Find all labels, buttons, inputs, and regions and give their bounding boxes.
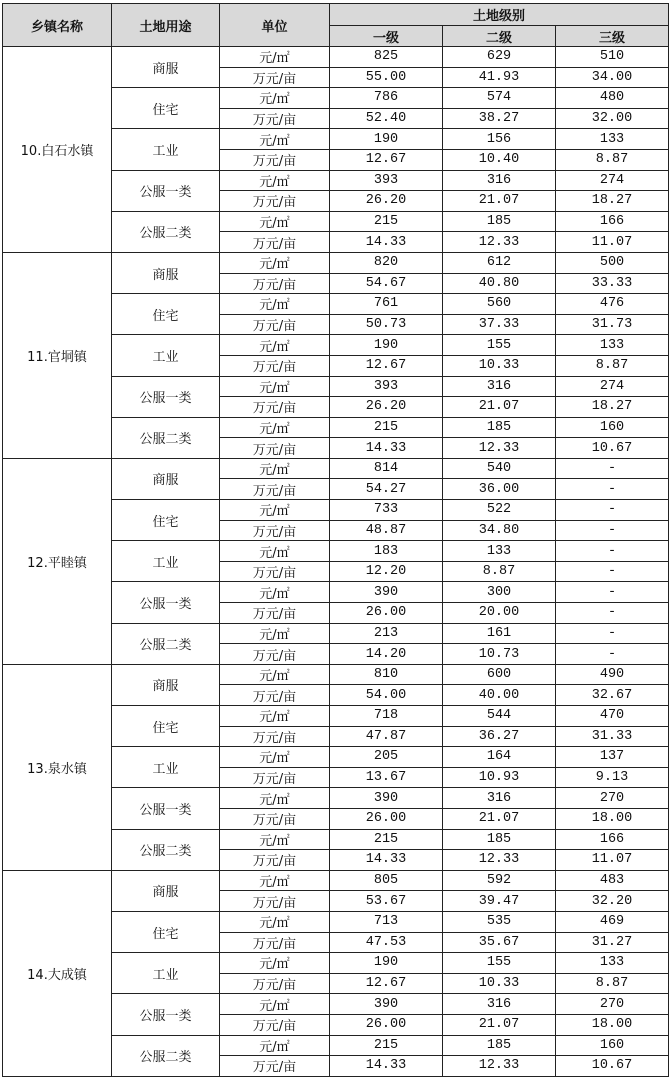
unit-cell: 万元/亩 xyxy=(220,108,330,129)
unit-cell: 万元/亩 xyxy=(220,67,330,88)
grade-3-value-cell: 31.33 xyxy=(556,726,669,747)
header-grade-3: 三级 xyxy=(556,26,669,47)
land-use-cell: 商服 xyxy=(112,252,220,293)
table-row xyxy=(3,47,669,68)
unit-cell: 万元/亩 xyxy=(220,314,330,335)
grade-2-value-cell: 133 xyxy=(443,541,556,562)
land-use-cell: 公服二类 xyxy=(112,829,220,870)
town-name-cell: 11.官垌镇 xyxy=(3,252,112,458)
land-use-cell: 公服二类 xyxy=(112,417,220,458)
grade-2-value-cell: 161 xyxy=(443,623,556,644)
grade-3-value-cell: 18.00 xyxy=(556,808,669,829)
grade-2-value-cell: 12.33 xyxy=(443,850,556,871)
grade-1-value-cell: 820 xyxy=(330,252,443,273)
grade-3-value-cell: 34.00 xyxy=(556,67,669,88)
grade-3-value-cell: 9.13 xyxy=(556,767,669,788)
grade-3-value-cell: 480 xyxy=(556,88,669,109)
land-use-cell: 商服 xyxy=(112,47,220,88)
table-row xyxy=(3,870,669,891)
grade-1-value-cell: 825 xyxy=(330,47,443,68)
grade-3-value-cell: - xyxy=(556,561,669,582)
grade-2-value-cell: 164 xyxy=(443,747,556,768)
unit-cell: 万元/亩 xyxy=(220,520,330,541)
unit-cell: 万元/亩 xyxy=(220,726,330,747)
grade-1-value-cell: 47.87 xyxy=(330,726,443,747)
unit-cell: 元/㎡ xyxy=(220,47,330,68)
grade-3-value-cell: 32.20 xyxy=(556,891,669,912)
land-use-cell: 商服 xyxy=(112,664,220,705)
table-row xyxy=(3,458,669,479)
grade-1-value-cell: 215 xyxy=(330,417,443,438)
grade-3-value-cell: 490 xyxy=(556,664,669,685)
grade-2-value-cell: 39.47 xyxy=(443,891,556,912)
grade-1-value-cell: 14.33 xyxy=(330,232,443,253)
grade-1-value-cell: 26.00 xyxy=(330,1014,443,1035)
grade-1-value-cell: 215 xyxy=(330,829,443,850)
grade-2-value-cell: 540 xyxy=(443,458,556,479)
grade-3-value-cell: 18.00 xyxy=(556,1014,669,1035)
land-price-table xyxy=(2,3,669,1077)
grade-2-value-cell: 155 xyxy=(443,335,556,356)
grade-1-value-cell: 733 xyxy=(330,500,443,521)
grade-3-value-cell: 500 xyxy=(556,252,669,273)
header-town: 乡镇名称 xyxy=(3,4,112,47)
grade-1-value-cell: 190 xyxy=(330,129,443,150)
grade-3-value-cell: 510 xyxy=(556,47,669,68)
unit-cell: 万元/亩 xyxy=(220,232,330,253)
grade-1-value-cell: 52.40 xyxy=(330,108,443,129)
grade-2-value-cell: 535 xyxy=(443,911,556,932)
grade-3-value-cell: - xyxy=(556,582,669,603)
grade-3-value-cell: - xyxy=(556,458,669,479)
grade-3-value-cell: 483 xyxy=(556,870,669,891)
grade-1-value-cell: 205 xyxy=(330,747,443,768)
grade-2-value-cell: 41.93 xyxy=(443,67,556,88)
grade-3-value-cell: - xyxy=(556,623,669,644)
unit-cell: 元/㎡ xyxy=(220,623,330,644)
table-header xyxy=(3,4,669,47)
grade-2-value-cell: 35.67 xyxy=(443,932,556,953)
unit-cell: 元/㎡ xyxy=(220,376,330,397)
grade-3-value-cell: 31.73 xyxy=(556,314,669,335)
land-use-cell: 住宅 xyxy=(112,706,220,747)
unit-cell: 元/㎡ xyxy=(220,706,330,727)
grade-3-value-cell: 274 xyxy=(556,170,669,191)
unit-cell: 元/㎡ xyxy=(220,294,330,315)
grade-3-value-cell: 160 xyxy=(556,1035,669,1056)
grade-1-value-cell: 54.67 xyxy=(330,273,443,294)
grade-2-value-cell: 592 xyxy=(443,870,556,891)
grade-2-value-cell: 155 xyxy=(443,953,556,974)
grade-1-value-cell: 761 xyxy=(330,294,443,315)
land-use-cell: 公服二类 xyxy=(112,211,220,252)
grade-1-value-cell: 190 xyxy=(330,335,443,356)
unit-cell: 万元/亩 xyxy=(220,561,330,582)
grade-1-value-cell: 390 xyxy=(330,582,443,603)
grade-1-value-cell: 12.67 xyxy=(330,149,443,170)
grade-3-value-cell: - xyxy=(556,541,669,562)
grade-3-value-cell: 31.27 xyxy=(556,932,669,953)
grade-1-value-cell: 390 xyxy=(330,788,443,809)
header-unit: 单位 xyxy=(220,4,330,47)
grade-2-value-cell: 185 xyxy=(443,1035,556,1056)
grade-1-value-cell: 718 xyxy=(330,706,443,727)
grade-3-value-cell: 133 xyxy=(556,129,669,150)
grade-3-value-cell: 10.67 xyxy=(556,1056,669,1077)
land-use-cell: 商服 xyxy=(112,458,220,499)
grade-3-value-cell: 160 xyxy=(556,417,669,438)
grade-2-value-cell: 12.33 xyxy=(443,232,556,253)
unit-cell: 元/㎡ xyxy=(220,211,330,232)
grade-1-value-cell: 215 xyxy=(330,1035,443,1056)
land-use-cell: 住宅 xyxy=(112,294,220,335)
grade-2-value-cell: 34.80 xyxy=(443,520,556,541)
grade-2-value-cell: 10.40 xyxy=(443,149,556,170)
unit-cell: 元/㎡ xyxy=(220,911,330,932)
town-name-cell: 10.白石水镇 xyxy=(3,47,112,253)
grade-1-value-cell: 190 xyxy=(330,953,443,974)
unit-cell: 元/㎡ xyxy=(220,541,330,562)
grade-3-value-cell: 10.67 xyxy=(556,438,669,459)
table-row xyxy=(3,252,669,273)
unit-cell: 元/㎡ xyxy=(220,500,330,521)
table-body xyxy=(3,47,669,1077)
grade-1-value-cell: 48.87 xyxy=(330,520,443,541)
land-use-cell: 住宅 xyxy=(112,911,220,952)
grade-3-value-cell: 137 xyxy=(556,747,669,768)
unit-cell: 元/㎡ xyxy=(220,788,330,809)
unit-cell: 万元/亩 xyxy=(220,891,330,912)
grade-1-value-cell: 47.53 xyxy=(330,932,443,953)
grade-3-value-cell: 133 xyxy=(556,335,669,356)
grade-1-value-cell: 50.73 xyxy=(330,314,443,335)
unit-cell: 万元/亩 xyxy=(220,273,330,294)
grade-3-value-cell: 270 xyxy=(556,788,669,809)
grade-1-value-cell: 55.00 xyxy=(330,67,443,88)
grade-2-value-cell: 316 xyxy=(443,994,556,1015)
grade-2-value-cell: 21.07 xyxy=(443,191,556,212)
grade-2-value-cell: 21.07 xyxy=(443,1014,556,1035)
grade-2-value-cell: 40.00 xyxy=(443,685,556,706)
grade-2-value-cell: 629 xyxy=(443,47,556,68)
grade-2-value-cell: 600 xyxy=(443,664,556,685)
grade-1-value-cell: 26.00 xyxy=(330,808,443,829)
land-use-cell: 住宅 xyxy=(112,500,220,541)
land-use-cell: 公服一类 xyxy=(112,994,220,1035)
unit-cell: 元/㎡ xyxy=(220,1035,330,1056)
grade-1-value-cell: 12.67 xyxy=(330,973,443,994)
grade-3-value-cell: 18.27 xyxy=(556,191,669,212)
land-use-cell: 公服一类 xyxy=(112,788,220,829)
grade-2-value-cell: 522 xyxy=(443,500,556,521)
unit-cell: 万元/亩 xyxy=(220,644,330,665)
grade-2-value-cell: 316 xyxy=(443,788,556,809)
grade-1-value-cell: 213 xyxy=(330,623,443,644)
unit-cell: 万元/亩 xyxy=(220,397,330,418)
unit-cell: 万元/亩 xyxy=(220,685,330,706)
grade-2-value-cell: 20.00 xyxy=(443,603,556,624)
grade-3-value-cell: 166 xyxy=(556,211,669,232)
unit-cell: 元/㎡ xyxy=(220,994,330,1015)
grade-2-value-cell: 544 xyxy=(443,706,556,727)
land-use-cell: 工业 xyxy=(112,541,220,582)
unit-cell: 万元/亩 xyxy=(220,1056,330,1077)
grade-2-value-cell: 12.33 xyxy=(443,1056,556,1077)
grade-3-value-cell: 32.67 xyxy=(556,685,669,706)
grade-1-value-cell: 53.67 xyxy=(330,891,443,912)
grade-1-value-cell: 786 xyxy=(330,88,443,109)
unit-cell: 元/㎡ xyxy=(220,335,330,356)
grade-2-value-cell: 8.87 xyxy=(443,561,556,582)
grade-2-value-cell: 36.00 xyxy=(443,479,556,500)
grade-2-value-cell: 10.73 xyxy=(443,644,556,665)
unit-cell: 万元/亩 xyxy=(220,1014,330,1035)
grade-2-value-cell: 21.07 xyxy=(443,808,556,829)
grade-2-value-cell: 185 xyxy=(443,417,556,438)
grade-1-value-cell: 805 xyxy=(330,870,443,891)
grade-1-value-cell: 14.20 xyxy=(330,644,443,665)
unit-cell: 元/㎡ xyxy=(220,582,330,603)
land-use-cell: 商服 xyxy=(112,870,220,911)
header-grade-2: 二级 xyxy=(443,26,556,47)
land-use-cell: 公服二类 xyxy=(112,1035,220,1076)
unit-cell: 元/㎡ xyxy=(220,88,330,109)
grade-1-value-cell: 810 xyxy=(330,664,443,685)
grade-3-value-cell: - xyxy=(556,479,669,500)
grade-3-value-cell: 133 xyxy=(556,953,669,974)
grade-3-value-cell: 32.00 xyxy=(556,108,669,129)
grade-3-value-cell: - xyxy=(556,603,669,624)
grade-2-value-cell: 185 xyxy=(443,211,556,232)
grade-2-value-cell: 40.80 xyxy=(443,273,556,294)
grade-3-value-cell: 470 xyxy=(556,706,669,727)
unit-cell: 元/㎡ xyxy=(220,170,330,191)
grade-2-value-cell: 37.33 xyxy=(443,314,556,335)
town-name-cell: 12.平睦镇 xyxy=(3,458,112,664)
grade-3-value-cell: 11.07 xyxy=(556,850,669,871)
grade-3-value-cell: 8.87 xyxy=(556,149,669,170)
grade-1-value-cell: 12.67 xyxy=(330,355,443,376)
unit-cell: 元/㎡ xyxy=(220,829,330,850)
grade-3-value-cell: 270 xyxy=(556,994,669,1015)
grade-2-value-cell: 612 xyxy=(443,252,556,273)
grade-1-value-cell: 713 xyxy=(330,911,443,932)
grade-1-value-cell: 14.33 xyxy=(330,850,443,871)
grade-2-value-cell: 185 xyxy=(443,829,556,850)
land-use-cell: 公服一类 xyxy=(112,376,220,417)
grade-1-value-cell: 183 xyxy=(330,541,443,562)
grade-2-value-cell: 156 xyxy=(443,129,556,150)
grade-2-value-cell: 36.27 xyxy=(443,726,556,747)
grade-1-value-cell: 54.27 xyxy=(330,479,443,500)
grade-3-value-cell: 274 xyxy=(556,376,669,397)
unit-cell: 元/㎡ xyxy=(220,664,330,685)
header-row-1 xyxy=(3,4,669,26)
grade-1-value-cell: 12.20 xyxy=(330,561,443,582)
grade-1-value-cell: 390 xyxy=(330,994,443,1015)
land-use-cell: 公服一类 xyxy=(112,170,220,211)
unit-cell: 元/㎡ xyxy=(220,870,330,891)
unit-cell: 万元/亩 xyxy=(220,149,330,170)
grade-3-value-cell: 11.07 xyxy=(556,232,669,253)
grade-2-value-cell: 10.33 xyxy=(443,973,556,994)
grade-2-value-cell: 10.93 xyxy=(443,767,556,788)
grade-1-value-cell: 26.20 xyxy=(330,397,443,418)
unit-cell: 元/㎡ xyxy=(220,953,330,974)
grade-2-value-cell: 316 xyxy=(443,376,556,397)
unit-cell: 元/㎡ xyxy=(220,252,330,273)
unit-cell: 万元/亩 xyxy=(220,479,330,500)
grade-2-value-cell: 560 xyxy=(443,294,556,315)
grade-1-value-cell: 26.20 xyxy=(330,191,443,212)
header-use: 土地用途 xyxy=(112,4,220,47)
grade-1-value-cell: 14.33 xyxy=(330,1056,443,1077)
grade-1-value-cell: 13.67 xyxy=(330,767,443,788)
unit-cell: 元/㎡ xyxy=(220,417,330,438)
unit-cell: 万元/亩 xyxy=(220,767,330,788)
grade-3-value-cell: 469 xyxy=(556,911,669,932)
grade-2-value-cell: 316 xyxy=(443,170,556,191)
unit-cell: 万元/亩 xyxy=(220,850,330,871)
unit-cell: 万元/亩 xyxy=(220,973,330,994)
unit-cell: 万元/亩 xyxy=(220,808,330,829)
unit-cell: 万元/亩 xyxy=(220,355,330,376)
grade-2-value-cell: 38.27 xyxy=(443,108,556,129)
unit-cell: 元/㎡ xyxy=(220,129,330,150)
table-row xyxy=(3,664,669,685)
grade-1-value-cell: 393 xyxy=(330,170,443,191)
grade-2-value-cell: 574 xyxy=(443,88,556,109)
grade-3-value-cell: 18.27 xyxy=(556,397,669,418)
grade-1-value-cell: 215 xyxy=(330,211,443,232)
unit-cell: 万元/亩 xyxy=(220,932,330,953)
grade-1-value-cell: 814 xyxy=(330,458,443,479)
grade-3-value-cell: - xyxy=(556,520,669,541)
grade-3-value-cell: 8.87 xyxy=(556,973,669,994)
unit-cell: 万元/亩 xyxy=(220,438,330,459)
unit-cell: 万元/亩 xyxy=(220,603,330,624)
grade-3-value-cell: 8.87 xyxy=(556,355,669,376)
grade-2-value-cell: 12.33 xyxy=(443,438,556,459)
header-grade-1: 一级 xyxy=(330,26,443,47)
unit-cell: 万元/亩 xyxy=(220,191,330,212)
land-use-cell: 工业 xyxy=(112,747,220,788)
grade-3-value-cell: - xyxy=(556,500,669,521)
unit-cell: 元/㎡ xyxy=(220,458,330,479)
grade-3-value-cell: - xyxy=(556,644,669,665)
land-use-cell: 工业 xyxy=(112,953,220,994)
grade-2-value-cell: 10.33 xyxy=(443,355,556,376)
grade-1-value-cell: 26.00 xyxy=(330,603,443,624)
town-name-cell: 13.泉水镇 xyxy=(3,664,112,870)
grade-1-value-cell: 393 xyxy=(330,376,443,397)
town-name-cell: 14.大成镇 xyxy=(3,870,112,1076)
land-use-cell: 工业 xyxy=(112,129,220,170)
grade-3-value-cell: 33.33 xyxy=(556,273,669,294)
unit-cell: 元/㎡ xyxy=(220,747,330,768)
grade-2-value-cell: 21.07 xyxy=(443,397,556,418)
land-use-cell: 公服一类 xyxy=(112,582,220,623)
land-use-cell: 住宅 xyxy=(112,88,220,129)
land-use-cell: 公服二类 xyxy=(112,623,220,664)
grade-1-value-cell: 14.33 xyxy=(330,438,443,459)
grade-2-value-cell: 300 xyxy=(443,582,556,603)
land-use-cell: 工业 xyxy=(112,335,220,376)
grade-1-value-cell: 54.00 xyxy=(330,685,443,706)
grade-3-value-cell: 476 xyxy=(556,294,669,315)
header-grade: 土地级别 xyxy=(330,4,669,26)
grade-3-value-cell: 166 xyxy=(556,829,669,850)
